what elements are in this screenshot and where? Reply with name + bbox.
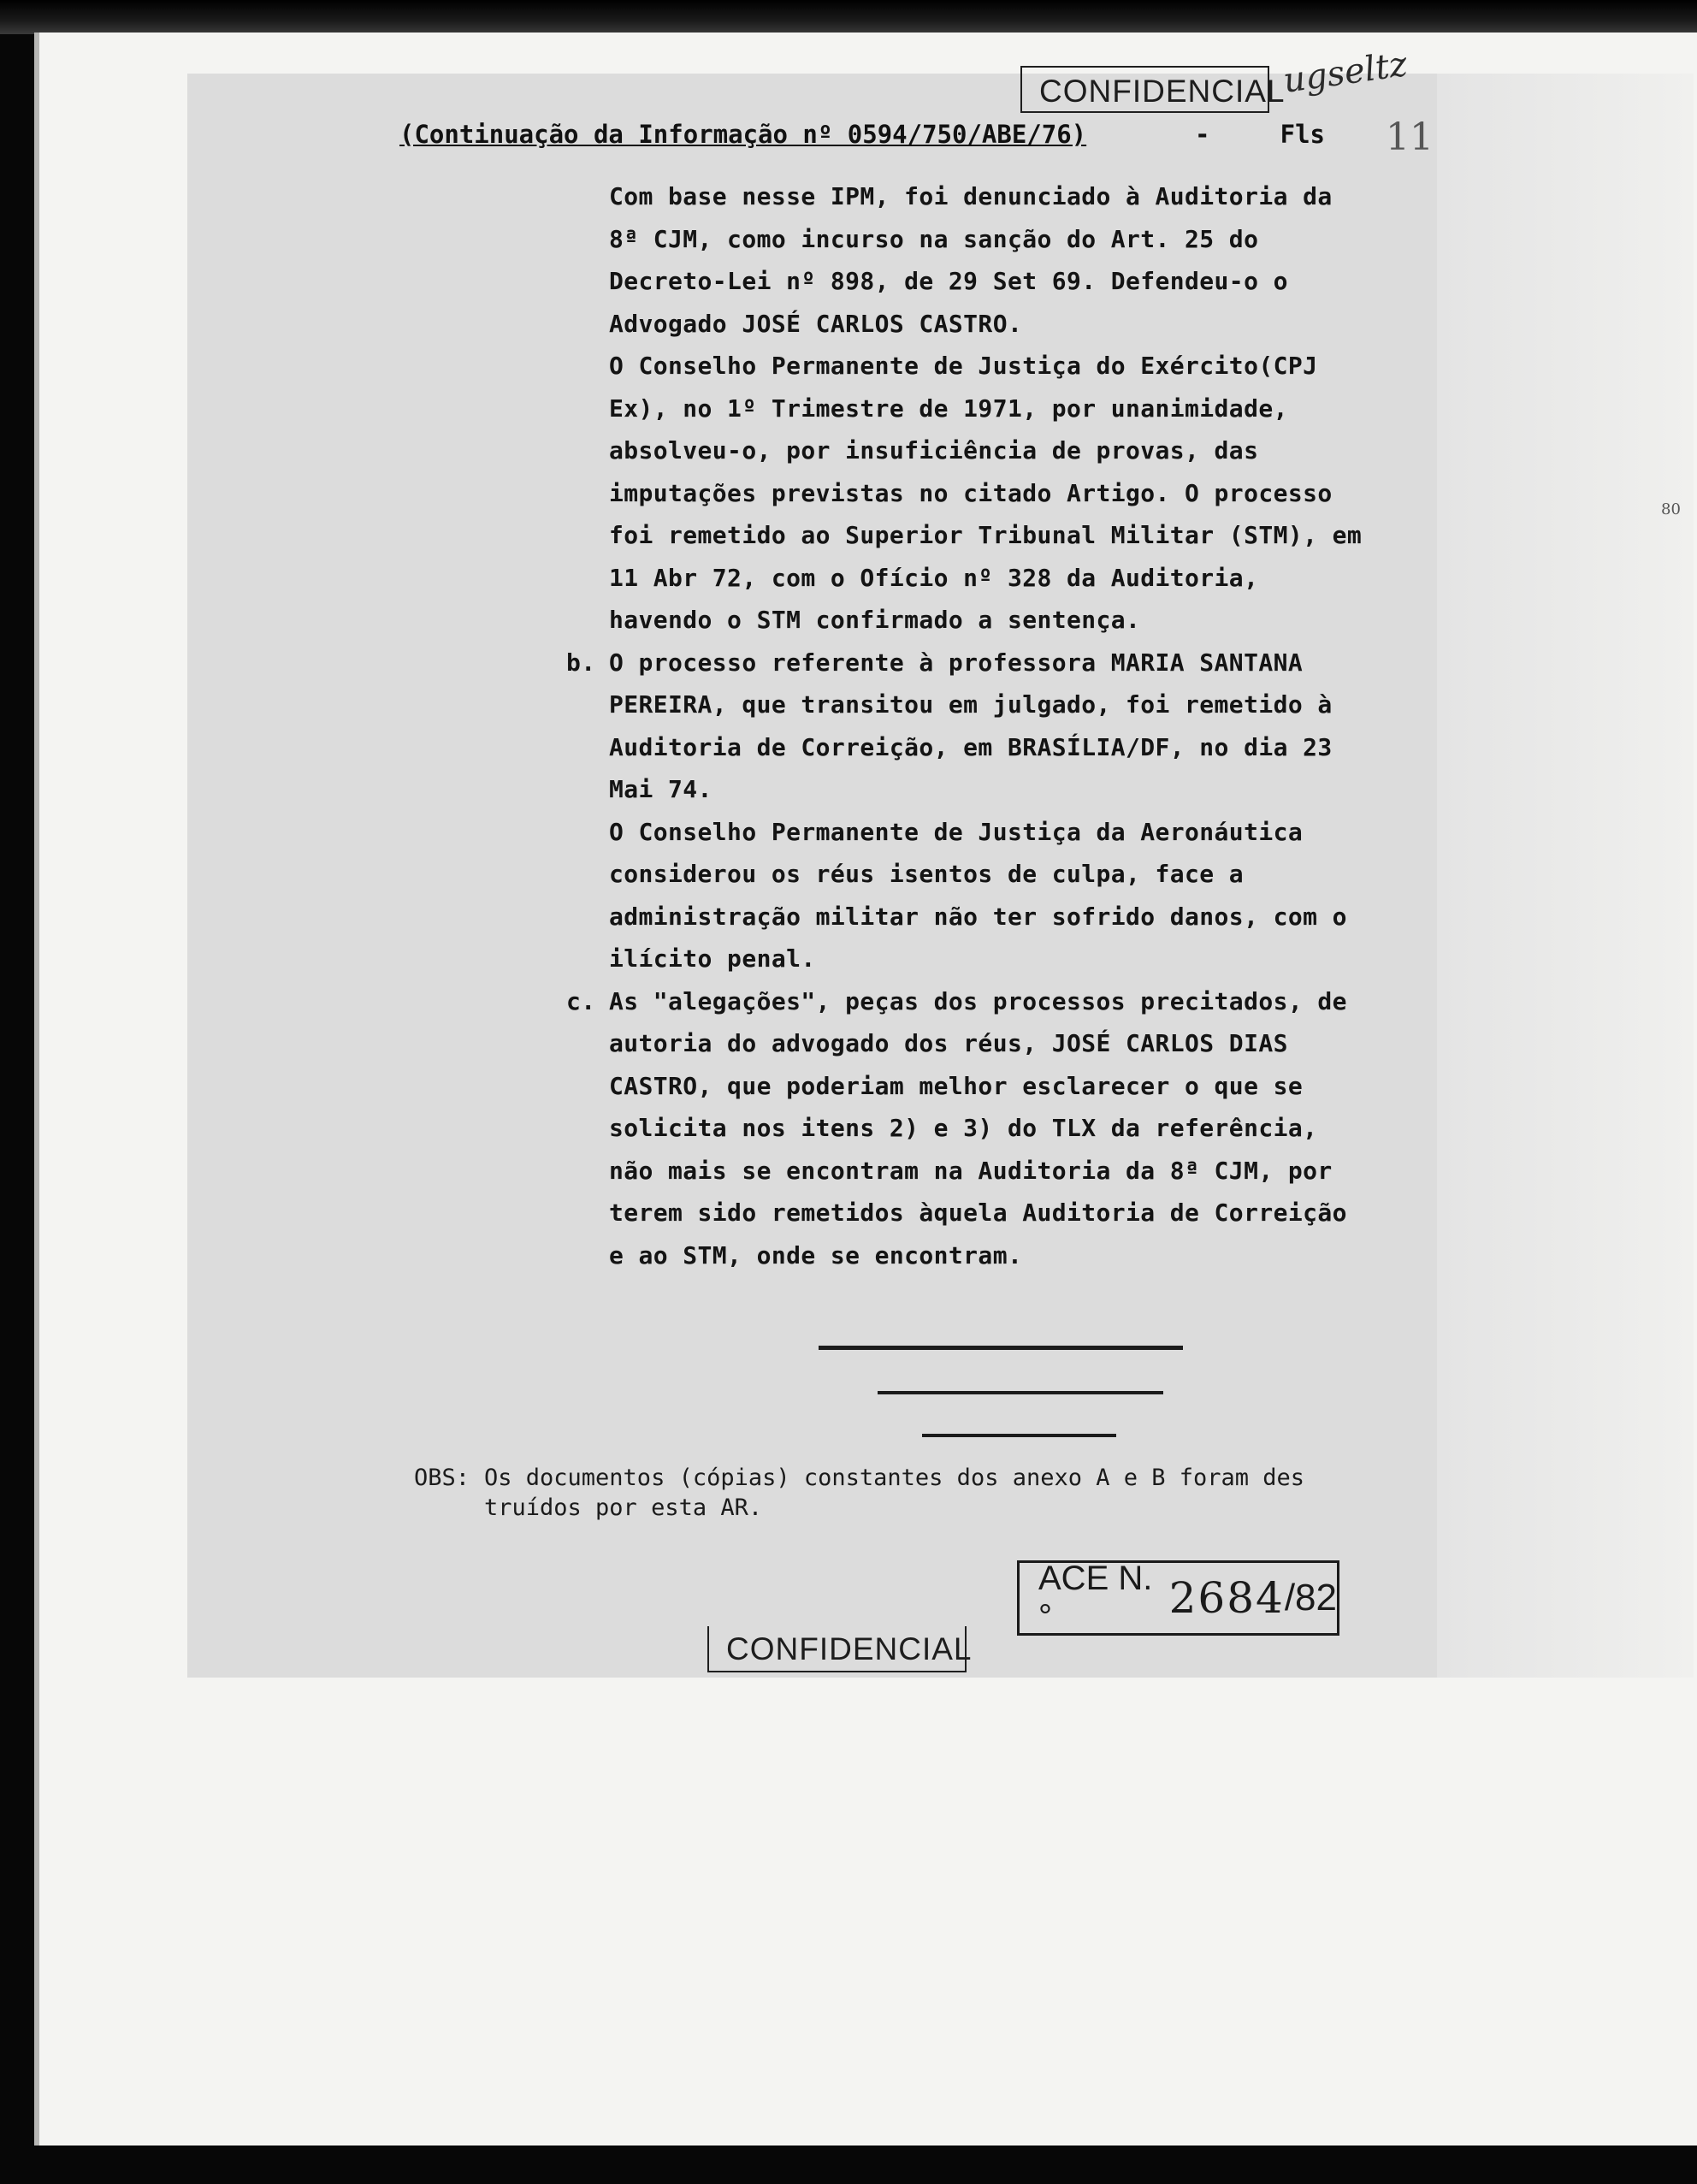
ace-label: ACE N.° — [1038, 1560, 1153, 1636]
header-dash: - — [1195, 120, 1210, 149]
closing-rule-3 — [922, 1434, 1116, 1437]
margin-handwritten-mark: 11 — [1386, 115, 1434, 159]
obs-line-1: Os documentos (cópias) constantes dos anexo A e B foram des — [484, 1465, 1305, 1491]
header-fls: Fls — [1280, 120, 1325, 149]
document-body — [566, 175, 1370, 1276]
closing-rule-1 — [819, 1346, 1183, 1350]
item-b-text: O processo referente à professora MARIA SANTANA PEREIRA, que transitou em julgado, foi remetido à Auditoria de Correição, em BRASÍLIA/DF, no dia 23 Mai 74. — [609, 648, 1333, 803]
item-c — [566, 980, 1370, 1277]
ace-year: /82 — [1284, 1577, 1337, 1619]
ace-number: 2684 — [1168, 1573, 1285, 1623]
ace-stamp — [1017, 1560, 1339, 1636]
obs-line-2: truídos por esta AR. — [484, 1494, 763, 1521]
confidencial-stamp-top: CONFIDENCIAL — [1020, 66, 1269, 113]
item-b-marker: b. — [566, 648, 596, 677]
item-c-marker: c. — [566, 986, 596, 1015]
obs-note — [414, 1463, 1372, 1523]
item-c-text: As "alegações", peças dos processos precitados, de autoria do advogado dos réus, JOSÉ CARLOS DIAS CASTRO, que poderiam melhor esclarecer o que se solicita nos itens 2) e 3) do TLX da referência, não mais se encontram na Auditoria da 8ª CJM, por terem sido remetidos àquela Auditoria de Correição e ao STM, onde se encontram. — [609, 986, 1347, 1270]
paper-underlay-right — [1437, 74, 1694, 1678]
item-b — [566, 642, 1370, 811]
paragraph-2: O Conselho Permanente de Justiça do Exército(CPJ Ex), no 1º Trimestre de 1971, por unanimidade, absolveu-o, por insuficiência de provas, das imputações previstas no citado Artigo. O processo foi remetido ao Superior Tribunal Militar (STM), em 11 Abr 72, com o Ofício nº 328 da Auditoria, havendo o STM confirmado a sentença. — [609, 352, 1363, 634]
scan-top-edge — [0, 0, 1697, 34]
paragraph-1: Com base nesse IPM, foi denunciado à Auditoria da 8ª CJM, como incurso na sanção do Art. 25 do Decreto-Lei nº 898, de 29 Set 69. Defendeu-o o Advogado JOSÉ CARLOS CASTRO. — [609, 182, 1333, 338]
handwritten-annotation: ugseltz — [1280, 44, 1410, 101]
paragraph-3: O Conselho Permanente de Justiça da Aeronáutica considerou os réus isentos de culpa, face a administração militar não ter sofrido danos, com o ilícito penal. — [609, 817, 1347, 973]
closing-rule-2 — [878, 1391, 1163, 1394]
document-header — [399, 120, 1323, 149]
confidencial-stamp-bottom: CONFIDENCIAL — [707, 1626, 967, 1672]
header-title: (Continuação da Informação nº 0594/750/ABE/76) — [399, 120, 1087, 149]
side-mark: 80 — [1661, 500, 1681, 518]
obs-label: OBS: — [414, 1465, 470, 1491]
